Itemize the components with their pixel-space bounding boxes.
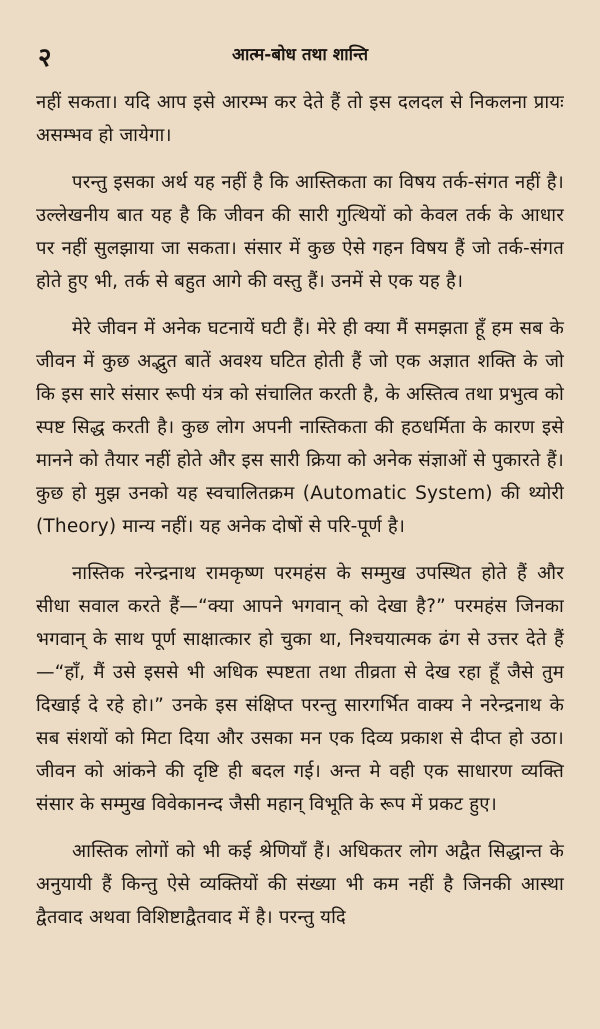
page-number: २ bbox=[38, 43, 52, 73]
paragraph: परन्तु इसका अर्थ यह नहीं है कि आस्तिकता का विषय तर्क-संगत नहीं है। उल्लेखनीय बात यह है कि जीवन की सारी गुत्थियों को केवल तर्क के आधार पर नहीं सुलझाया जा सकता। संसार में कुछ ऐसे गहन विषय हैं जो तर्क-संगत होते हुए भी, तर्क से बहुत आगे की वस्तु हैं। उनमें से एक यह है। bbox=[36, 172, 564, 292]
paragraph: मेरे जीवन में अनेक घटनायें घटी हैं। मेरे ही क्या मैं समझता हूँ हम सब के जीवन में कुछ अद्भुत बातें अवश्य घटित होती हैं जो एक अज्ञात शक्ति के जो कि इस सारे संसार रूपी यंत्र को संचालित करती है, के अस्तित्व तथा प्रभुत्व को स्पष्ट सिद्ध करती है। कुछ लोग अपनी नास्तिकता की हठधर्मिता के कारण इसे मानने को तैयार नहीं होते और इस सारी क्रिया को अनेक संज्ञाओं से पुकारते हैं। कुछ हो मुझ उनको यह स्वचालितक्रम (Automatic System) की थ्योरी (Theory) मान्य नहीं। यह अनेक दोषों से परि-पूर्ण है। bbox=[36, 318, 564, 537]
paragraph: आस्तिक लोगों को भी कई श्रेणियाँ हैं। अधिकतर लोग अद्वैत सिद्धान्त के अनुयायी हैं किन्तु ऐसे व्यक्तियों की संख्या भी कम नहीं है जिनकी आस्था द्वैतवाद अथवा विशिष्टाद्वैतवाद में है। परन्तु यदि bbox=[36, 841, 564, 928]
running-title: आत्म-बोध तथा शान्ति bbox=[231, 45, 369, 65]
paragraph: नास्तिक नरेन्द्रनाथ रामकृष्ण परमहंस के सम्मुख उपस्थित होते हैं और सीधा सवाल करते हैं—“क्या आपने भगवान् को देखा है?” परमहंस जिनका भगवान् के साथ पूर्ण साक्षात्कार हो चुका था, निश्चयात्मक ढंग से उत्तर देते हैं—“हाँ, मैं उसे इससे भी अधिक स्पष्टता तथा तीव्रता से देख रहा हूँ जैसे तुम दिखाई दे रहे हो।” उनके इस संक्षिप्त परन्तु सारगर्भित वाक्य ने नरेन्द्रनाथ के सब संशयों को मिटा दिया और उसका मन एक दिव्य प्रकाश से दीप्त हो उठा। जीवन को आंकने की दृष्टि ही बदल गई। अन्त मे वही एक साधारण व्यक्ति संसार के सम्मुख विवेकानन्द जैसी महान् विभूति के रूप में प्रकट हुए। bbox=[36, 563, 564, 815]
page-header bbox=[36, 38, 564, 78]
body-text bbox=[36, 86, 564, 934]
paragraph-continuation: नहीं सकता। यदि आप इसे आरम्भ कर देते हैं तो इस दलदल से निकलना प्रायः असम्भव हो जायेगा। bbox=[36, 92, 564, 146]
